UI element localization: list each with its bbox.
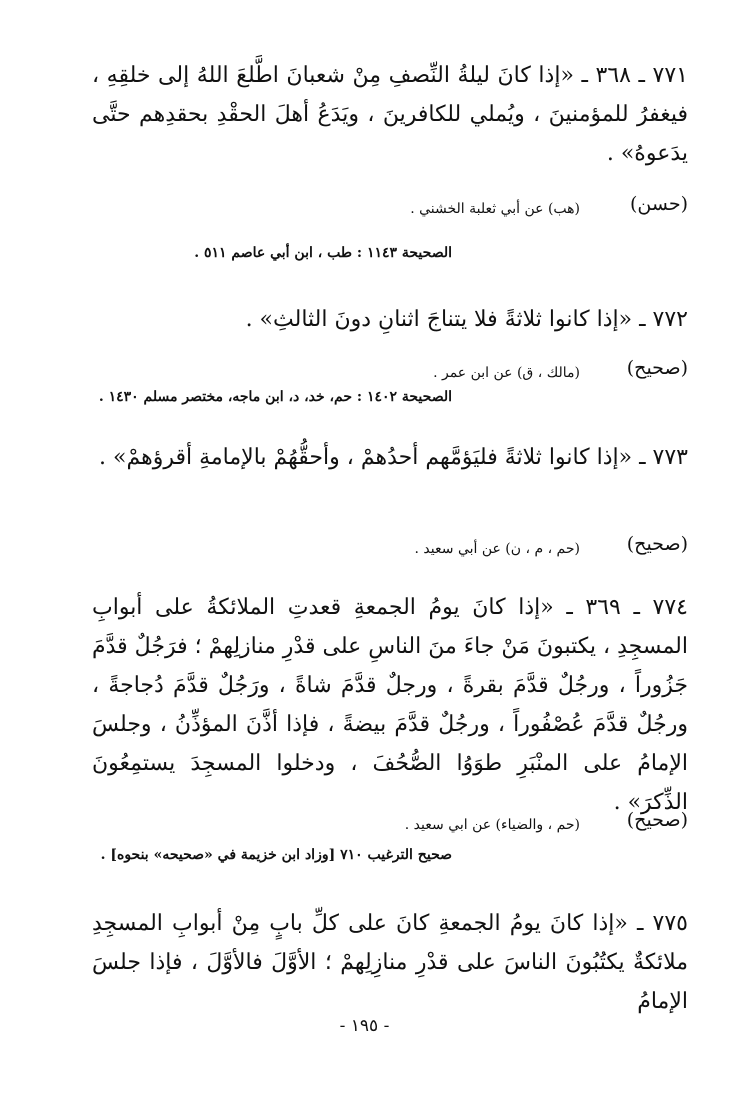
- hadith-774-text: ٧٧٤ ـ ٣٦٩ ـ «إذا كانَ يومُ الجمعةِ قعدتِ الملائكةُ على أبوابِ المسجِدِ ، يكتبونَ مَنْ جاءَ منَ الناسِ على قدْرِ منازلِهمْ ؛ فرَجُلٌ قدَّمَ جَزُوراً ، ورجُلٌ قدَّمَ بقرةً ، ورجلٌ قدَّمَ شاةً ، ورَجُلٌ قدَّمَ دُجاجةً ، ورجُلٌ قدَّمَ عُصْفُوراً ، ورجُلٌ قدَّمَ بيضةً ، فإذا أذَّنَ المؤذِّنُ ، وجلسَ الإمامُ على المنْبَرِ طوَوُا الصُّحُفَ ، ودخلوا المسجِدَ يستمِعُونَ الذِّكرَ» .: [92, 595, 688, 815]
- page-number: - ١٩٥ -: [339, 1016, 390, 1036]
- hadith-771-narrator: (هب) عن أبي ثعلبة الخشني .: [410, 201, 580, 217]
- hadith-771-text: ٧٧١ ـ ٣٦٨ ـ «إذا كانَ ليلةُ النِّصفِ مِنْ شعبانَ اطَّلعَ اللهُ إلى خلقِهِ ، فيغفرُ للمؤمنينَ ، ويُملي للكافرينَ ، ويَدَعُ أهلَ الحقْدِ بحقدِهم حتَّى يدَعوهُ» .: [92, 63, 688, 166]
- hadith-771-grade: (حسن): [630, 193, 688, 215]
- hadith-772-narrator: (مالك ، ق) عن ابن عمر .: [433, 365, 580, 381]
- hadith-773-text: ٧٧٣ ـ «إذا كانوا ثلاثةً فليَؤمَّهم أحدُهمْ ، وأحقُّهُمْ بالإمامةِ أقرؤهمْ» .: [99, 445, 688, 470]
- hadith-774-grade: (صحيح): [626, 809, 688, 831]
- hadith-773-narrator: (حم ، م ، ن) عن أبي سعيد .: [414, 541, 580, 557]
- hadith-774-narrator: (حم ، والضياء) عن ابي سعيد .: [404, 817, 580, 833]
- hadith-772-references: الصحيحة ١٤٠٢ : حم، خد، د، ابن ماجه، مختصر مسلم ١٤٣٠ .: [98, 389, 452, 405]
- hadith-773-grade: (صحيح): [626, 533, 688, 555]
- hadith-771-references: الصحيحة ١١٤٣ : طب ، ابن أبي عاصم ٥١١ .: [194, 245, 452, 261]
- hadith-775-text: ٧٧٥ ـ «إذا كانَ يومُ الجمعةِ كانَ على كلِّ بابٍ مِنْ أبوابِ المسجِدِ ملائكةٌ يكتُبُونَ الناسَ على قدْرِ منازِلِهمْ ؛ الأوَّلَ فالأوَّلَ ، فإذا جلسَ الإمامُ: [92, 911, 688, 1014]
- hadith-774-references: صحيح الترغيب ٧١٠ [وزاد ابن خزيمة في «صحيحه» بنحوه] .: [100, 847, 452, 863]
- hadith-772-grade: (صحيح): [626, 357, 688, 379]
- hadith-772-text: ٧٧٢ ـ «إذا كانوا ثلاثةً فلا يتناجَ اثنانِ دونَ الثالثِ» .: [245, 307, 688, 332]
